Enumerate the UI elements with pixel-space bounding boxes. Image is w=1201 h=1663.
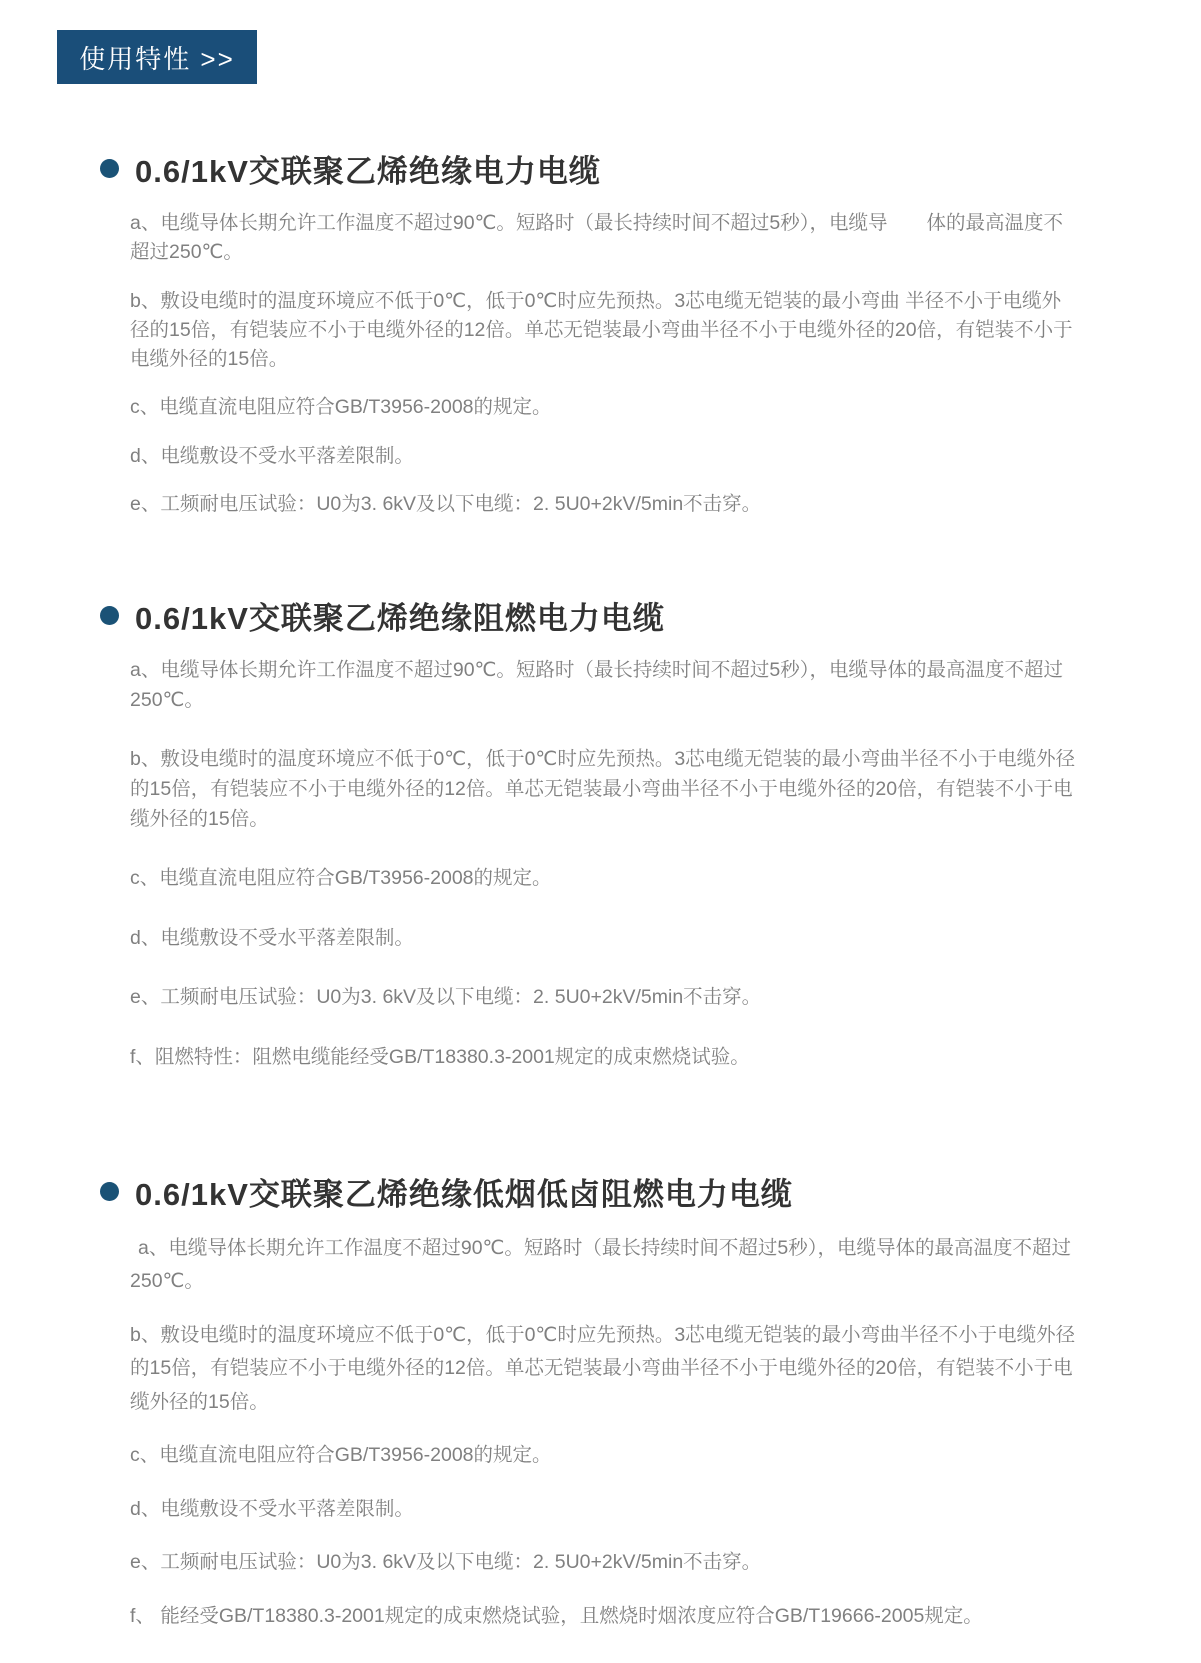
spec-item-a: a、电缆导体长期允许工作温度不超过90℃。短路时（最长持续时间不超过5秒），电缆导 体的最高温度不超过250℃。 [130, 212, 1064, 264]
section-xlpe-power-cable [100, 146, 1090, 519]
spec-item-c: c、电缆直流电阻应符合GB/T3956-2008的规定。 [130, 867, 552, 890]
bullet-dot-icon [100, 606, 119, 625]
section-body [100, 656, 1080, 1073]
spec-item-c: c、电缆直流电阻应符合GB/T3956-2008的规定。 [130, 396, 552, 419]
bullet-dot-icon [100, 159, 119, 178]
section-heading [100, 593, 1090, 638]
spec-item-b: b、敷设电缆时的温度环境应不低于0℃，低于0℃时应先预热。3芯电缆无铠装的最小弯曲半径不小于电缆外径的15倍，有铠装应不小于电缆外径的12倍。单芯无铠装最小弯曲半径不小于电缆外径的20倍，有铠装不小于电缆外径的15倍。 [130, 748, 1076, 830]
spec-item-b: b、敷设电缆时的温度环境应不低于0℃，低于0℃时应先预热。3芯电缆无铠装的最小弯曲 半径不小于电缆外径的15倍，有铠装应不小于电缆外径的12倍。单芯无铠装最小弯曲半径不小于电缆外径的20倍，有铠装不小于电缆外径的15倍。 [130, 289, 1073, 370]
bullet-dot-icon [100, 1182, 119, 1201]
spec-item-b: b、敷设电缆时的温度环境应不低于0℃，低于0℃时应先预热。3芯电缆无铠装的最小弯曲半径不小于电缆外径的15倍，有铠装应不小于电缆外径的12倍。单芯无铠装最小弯曲半径不小于电缆外径的20倍，有铠装不小于电缆外径的15倍。 [130, 1323, 1076, 1413]
section-title: 0.6/1kV交联聚乙烯绝缘低烟低卤阻燃电力电缆 [135, 1176, 793, 1212]
spec-item-c: c、电缆直流电阻应符合GB/T3956-2008的规定。 [130, 1444, 552, 1467]
spec-item-f: f、 能经受GB/T18380.3-2001规定的成束燃烧试验，且燃烧时烟浓度应符合GB/T19666-2005规定。 [130, 1604, 983, 1627]
section-heading [100, 1169, 1090, 1214]
spec-item-e: e、工频耐电压试验：U0为3. 6kV及以下电缆：2. 5U0+2kV/5min不击穿。 [130, 986, 762, 1009]
section-body [100, 1232, 1080, 1634]
section-body [100, 209, 1080, 519]
section-flame-retardant-cable [100, 593, 1090, 1073]
spec-item-f: f、阻燃特性：阻燃电缆能经受GB/T18380.3-2001规定的成束燃烧试验。 [130, 1046, 750, 1068]
section-heading [100, 146, 1090, 191]
badge-label: 使用特性 >> [79, 43, 235, 74]
spec-item-d: d、电缆敷设不受水平落差限制。 [130, 926, 414, 949]
spec-item-a: a、电缆导体长期允许工作温度不超过90℃。短路时（最长持续时间不超过5秒），电缆导体的最高温度不超过250℃。 [130, 659, 1064, 711]
usage-characteristics-badge [57, 30, 257, 84]
spec-item-a: a、电缆导体长期允许工作温度不超过90℃。短路时（最长持续时间不超过5秒），电缆导体的最高温度不超过250℃。 [130, 1236, 1072, 1293]
content-area [100, 146, 1090, 1663]
spec-item-e: e、工频耐电压试验：U0为3. 6kV及以下电缆：2. 5U0+2kV/5min不击穿。 [130, 492, 762, 515]
section-title: 0.6/1kV交联聚乙烯绝缘阻燃电力电缆 [135, 601, 665, 636]
section-low-smoke-halogen-cable [100, 1169, 1090, 1634]
spec-item-d: d、电缆敷设不受水平落差限制。 [130, 444, 414, 467]
section-title: 0.6/1kV交联聚乙烯绝缘电力电缆 [135, 154, 601, 189]
spec-item-e: e、工频耐电压试验：U0为3. 6kV及以下电缆：2. 5U0+2kV/5min不击穿。 [130, 1551, 762, 1574]
spec-item-d: d、电缆敷设不受水平落差限制。 [130, 1497, 414, 1520]
